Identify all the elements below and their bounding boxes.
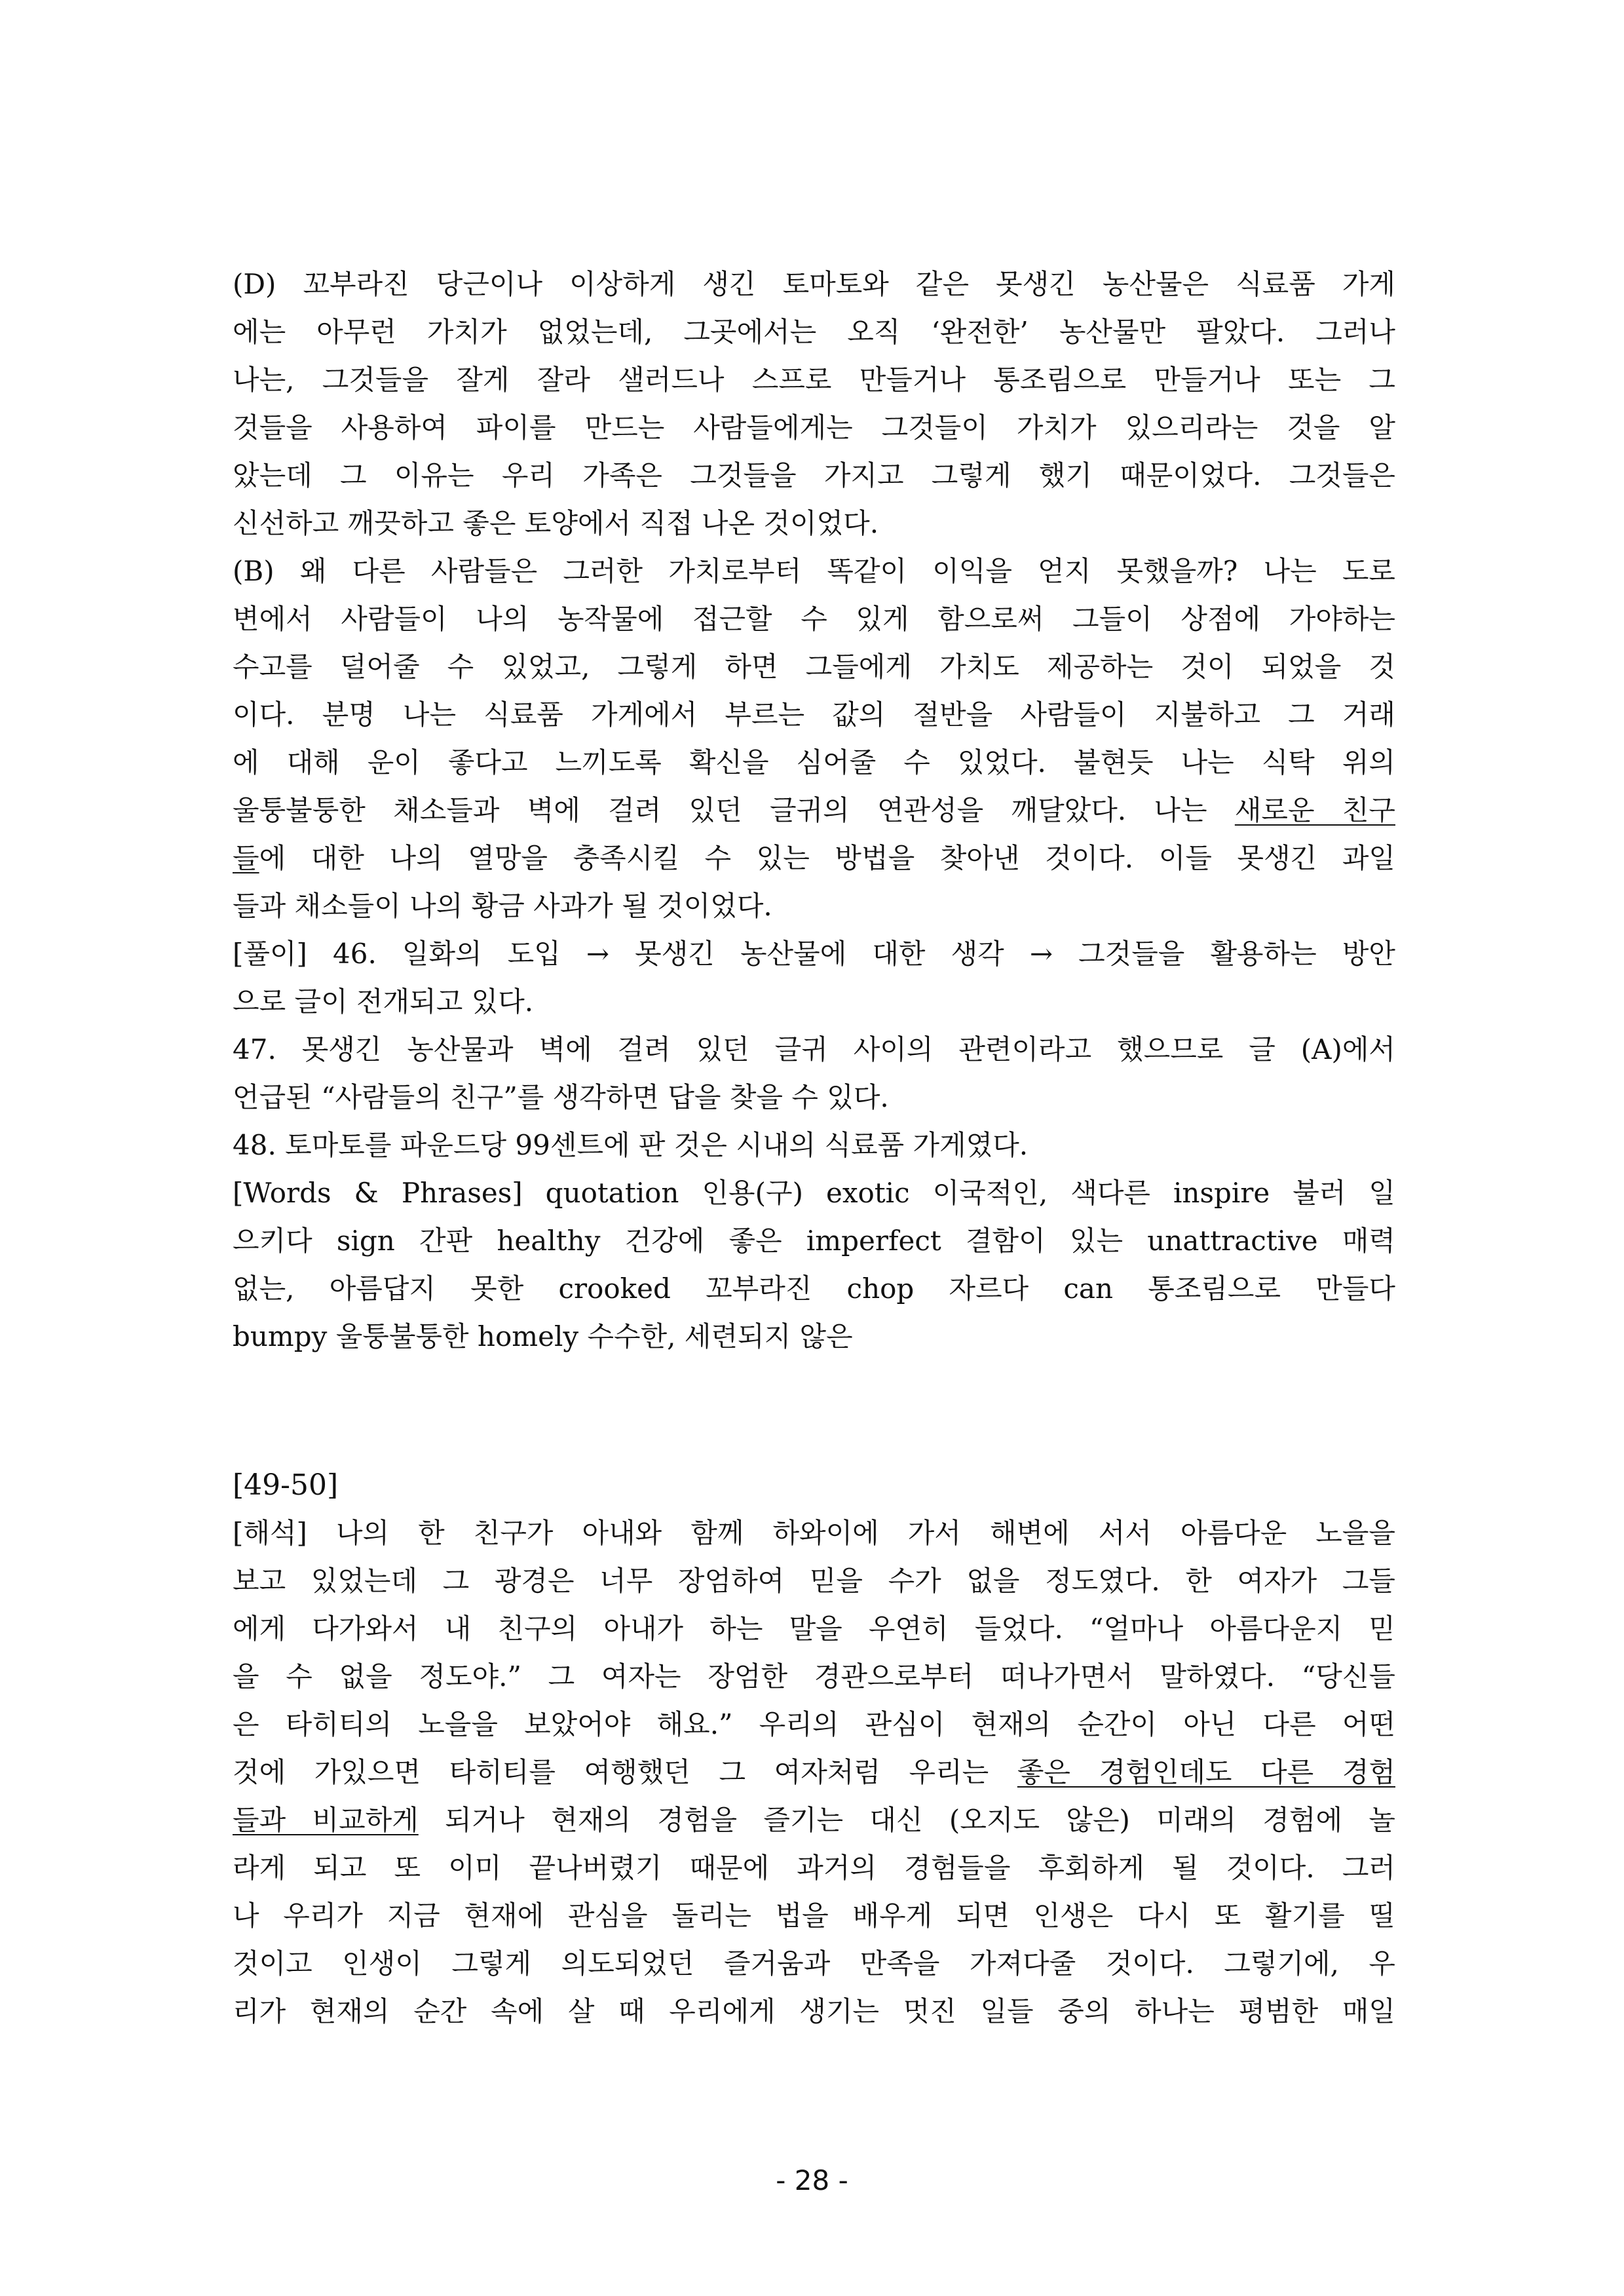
text-line: 라게 되고 또 이미 끝나버렸기 때문에 과거의 경험들을 후회하게 될 것이다. 그러: [233, 1852, 1395, 1884]
text-line: [풀이] 46. 일화의 도입 → 못생긴 농산물에 대한 생각 → 그것들을 활용하는 방안: [233, 938, 1395, 970]
section-49-50-paragraph: [233, 1509, 1395, 2035]
text-line: 변에서 사람들이 나의 농작물에 접근할 수 있게 함으로써 그들이 상점에 가야하는: [233, 603, 1395, 635]
text-line: 들과 채소들이 나의 황금 사과가 될 것이었다.: [233, 890, 772, 922]
page-number: - 28 -: [776, 2164, 848, 2196]
text-segment: 에 대한 나의 열망을 충족시킬 수 있는 방법을 찾아낸 것이다. 이들 못생긴 과일: [259, 842, 1395, 874]
text-line: 없는, 아름답지 못한 crooked 꼬부라진 chop 자르다 can 통조림으로 만들다: [233, 1272, 1395, 1305]
text-line: 것들을 사용하여 파이를 만드는 사람들에게는 그것들이 가치가 있으리라는 것을 알: [233, 411, 1395, 444]
underlined-phrase: 들과 비교하게: [233, 1804, 419, 1836]
text-line: 을 수 없을 정도야.” 그 여자는 장엄한 경관으로부터 떠나가면서 말하였다. “당신들: [233, 1660, 1395, 1693]
underlined-phrase: 새로운 친구: [1234, 794, 1395, 826]
underlined-phrase: 들: [233, 842, 259, 874]
text-line: 나 우리가 지금 현재에 관심을 돌리는 법을 배우게 되면 인생은 다시 또 활기를 띨: [233, 1900, 1395, 1932]
underlined-phrase: 좋은 경험인데도 다른 경험: [1017, 1756, 1395, 1788]
text-line: 은 타히티의 노을을 보았어야 해요.” 우리의 관심이 현재의 순간이 아닌 다른 어떤: [233, 1708, 1395, 1740]
section-b-paragraph: [233, 547, 1395, 930]
text-segment: 것에 가있으면 타히티를 여행했던 그 여자처럼 우리는: [233, 1756, 1017, 1788]
text-line: [233, 786, 1395, 834]
text-line: 언급된 “사람들의 친구”를 생각하면 답을 찾을 수 있다.: [233, 1081, 889, 1113]
text-line: 48. 토마토를 파운드당 99센트에 판 것은 시내의 식료품 가게였다.: [233, 1129, 1029, 1161]
text-line: (B) 왜 다른 사람들은 그러한 가치로부터 똑같이 이익을 얻지 못했을까? 나는 도로: [233, 555, 1395, 587]
section-d-paragraph: [233, 260, 1395, 547]
text-line: 47. 못생긴 농산물과 벽에 걸려 있던 글귀 사이의 관련이라고 했으므로 글 (A)에서: [233, 1033, 1395, 1065]
section-heading: [49-50]: [233, 1468, 339, 1502]
text-line: 신선하고 깨끗하고 좋은 토양에서 직접 나온 것이었다.: [233, 507, 879, 539]
words-phrases-paragraph: [233, 1169, 1395, 1360]
explanation-paragraph: [233, 930, 1395, 1169]
text-line: (D) 꼬부라진 당근이나 이상하게 생긴 토마토와 같은 못생긴 농산물은 식료품 가게: [233, 268, 1395, 300]
text-line: 리가 현재의 순간 속에 살 때 우리에게 생기는 멋진 일들 중의 하나는 평범한 매일: [233, 1995, 1395, 2027]
text-line: 에 대해 운이 좋다고 느끼도록 확신을 심어줄 수 있었다. 불현듯 나는 식탁 위의: [233, 746, 1395, 778]
text-line: [해석] 나의 한 친구가 아내와 함께 하와이에 가서 해변에 서서 아름다운 노을을: [233, 1517, 1395, 1549]
text-line: 았는데 그 이유는 우리 가족은 그것들을 가지고 그렇게 했기 때문이었다. 그것들은: [233, 459, 1395, 491]
text-line: 것이고 인생이 그렇게 의도되었던 즐거움과 만족을 가져다줄 것이다. 그렇기에, 우: [233, 1947, 1395, 1980]
text-line: 으로 글이 전개되고 있다.: [233, 985, 534, 1018]
text-line: [233, 834, 1395, 882]
text-segment: 되거나 현재의 경험을 즐기는 대신 (오지도 않은) 미래의 경험에 놀: [418, 1804, 1395, 1836]
text-line: [233, 1796, 1395, 1844]
text-line: [233, 1748, 1395, 1796]
text-line: 보고 있었는데 그 광경은 너무 장엄하여 믿을 수가 없을 정도였다. 한 여자가 그들: [233, 1565, 1395, 1597]
text-line: 에게 다가와서 내 친구의 아내가 하는 말을 우연히 들었다. “얼마나 아름다운지 믿: [233, 1613, 1395, 1645]
text-line: [Words & Phrases] quotation 인용(구) exotic 이국적인, 색다른 inspire 불러 일: [233, 1177, 1395, 1209]
text-line: 나는, 그것들을 잘게 잘라 샐러드나 스프로 만들거나 통조림으로 만들거나 또는 그: [233, 364, 1395, 396]
text-line: 에는 아무런 가치가 없었는데, 그곳에서는 오직 ‘완전한’ 농산물만 팔았다. 그러나: [233, 316, 1395, 348]
text-line: 이다. 분명 나는 식료품 가게에서 부르는 값의 절반을 사람들이 지불하고 그 거래: [233, 698, 1395, 731]
text-line: 수고를 덜어줄 수 있었고, 그렇게 하면 그들에게 가치도 제공하는 것이 되었을 것: [233, 651, 1395, 683]
text-line: bumpy 울퉁불퉁한 homely 수수한, 세련되지 않은: [233, 1320, 853, 1352]
text-segment: 울퉁불퉁한 채소들과 벽에 걸려 있던 글귀의 연관성을 깨달았다. 나는: [233, 794, 1235, 826]
text-line: 으키다 sign 간판 healthy 건강에 좋은 imperfect 결함이 있는 unattractive 매력: [233, 1225, 1395, 1257]
